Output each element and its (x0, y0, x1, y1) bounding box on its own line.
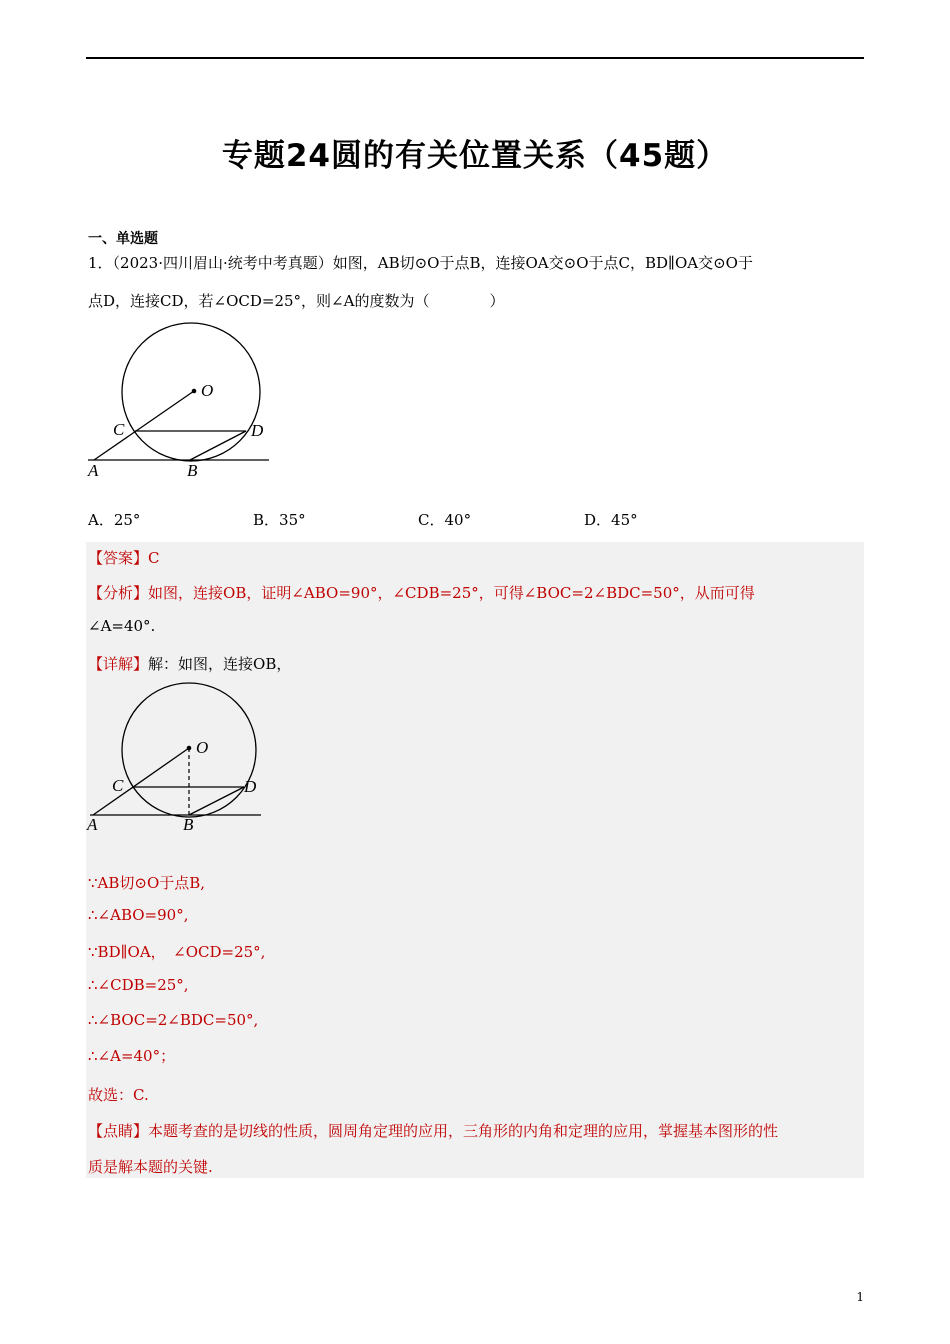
page-number: 1 (856, 1290, 864, 1304)
question-text-line1: 1．（2023·四川眉山·统考中考真题）如图，AB切⊙O于点B，连接OA交⊙O于点C，BD∥OA交⊙O于 (88, 254, 753, 272)
choice-a-letter: A． (88, 511, 114, 529)
analysis-line2: ∠A=40°. (88, 617, 156, 635)
answer-tag: 【答案】 (88, 549, 149, 567)
page-title: 专题24圆的有关位置关系（45题） (221, 138, 729, 174)
solution-label-b: B (183, 815, 194, 834)
solution-label-o: O (196, 738, 209, 757)
solution-figure (86, 680, 276, 840)
choice-d (584, 509, 638, 530)
solution-center-point (187, 746, 192, 751)
question-text-line2: 点D，连接CD，若∠OCD=25°，则∠A的度数为（ ） (88, 292, 505, 310)
choice-a-value: 25° (113, 511, 141, 529)
choice-b-value: 35° (279, 511, 306, 529)
answer-value: C (148, 549, 160, 567)
choice-d-letter: D． (584, 511, 612, 529)
solution-label-d: D (244, 777, 257, 796)
question-figure (86, 320, 276, 485)
label-d: D (251, 421, 264, 440)
comment-line2: 质是解本题的关键. (88, 1158, 213, 1176)
label-b: B (187, 461, 198, 480)
solution-panel (86, 542, 864, 1178)
solution-line-oa (93, 748, 189, 815)
detail-tag: 【详解】 (88, 655, 149, 673)
solution-step-3: ∵BD∥OA， ∠OCD=25°, (88, 943, 266, 961)
solution-label-c: C (112, 776, 124, 795)
center-point (192, 389, 197, 394)
comment-line1 (88, 1120, 778, 1141)
solution-step-5: ∴∠BOC=2∠BDC=50°, (88, 1011, 259, 1029)
solution-step-1: ∵AB切⊙O于点B, (88, 874, 206, 892)
section-heading: 一、单选题 (88, 231, 158, 247)
comment-tag: 【点睛】 (88, 1122, 149, 1140)
answer-line (88, 547, 160, 568)
circle-o (122, 323, 260, 461)
detail-intro: 解：如图，连接OB， (148, 655, 292, 673)
choice-c-value: 40° (444, 511, 472, 529)
choice-c-letter: C． (418, 511, 445, 529)
analysis-tag: 【分析】 (88, 584, 149, 602)
solution-step-2: ∴∠ABO=90°, (88, 906, 189, 924)
solution-step-6: ∴∠A=40°； (88, 1047, 176, 1065)
solution-conclusion: 故选：C. (88, 1086, 149, 1104)
choice-b-letter: B． (253, 511, 280, 529)
label-a: A (88, 461, 99, 480)
label-c: C (113, 420, 125, 439)
label-o: O (201, 381, 214, 400)
header-rule (86, 57, 864, 59)
choice-b (253, 509, 306, 530)
choice-c (418, 509, 471, 530)
detail-line (88, 653, 291, 674)
line-oa (94, 391, 194, 460)
solution-step-4: ∴∠CDB=25°, (88, 976, 189, 994)
analysis-line1 (88, 582, 755, 603)
choice-a (88, 509, 140, 530)
comment-text: 本题考查的是切线的性质，圆周角定理的应用，三角形的内角和定理的应用，掌握基本图形的性 (148, 1122, 779, 1140)
analysis-text: 如图，连接OB，证明∠ABO=90°，∠CDB=25°，可得∠BOC=2∠BDC=50°，从而可得 (148, 584, 755, 602)
solution-label-a: A (87, 815, 98, 834)
choice-d-value: 45° (611, 511, 638, 529)
